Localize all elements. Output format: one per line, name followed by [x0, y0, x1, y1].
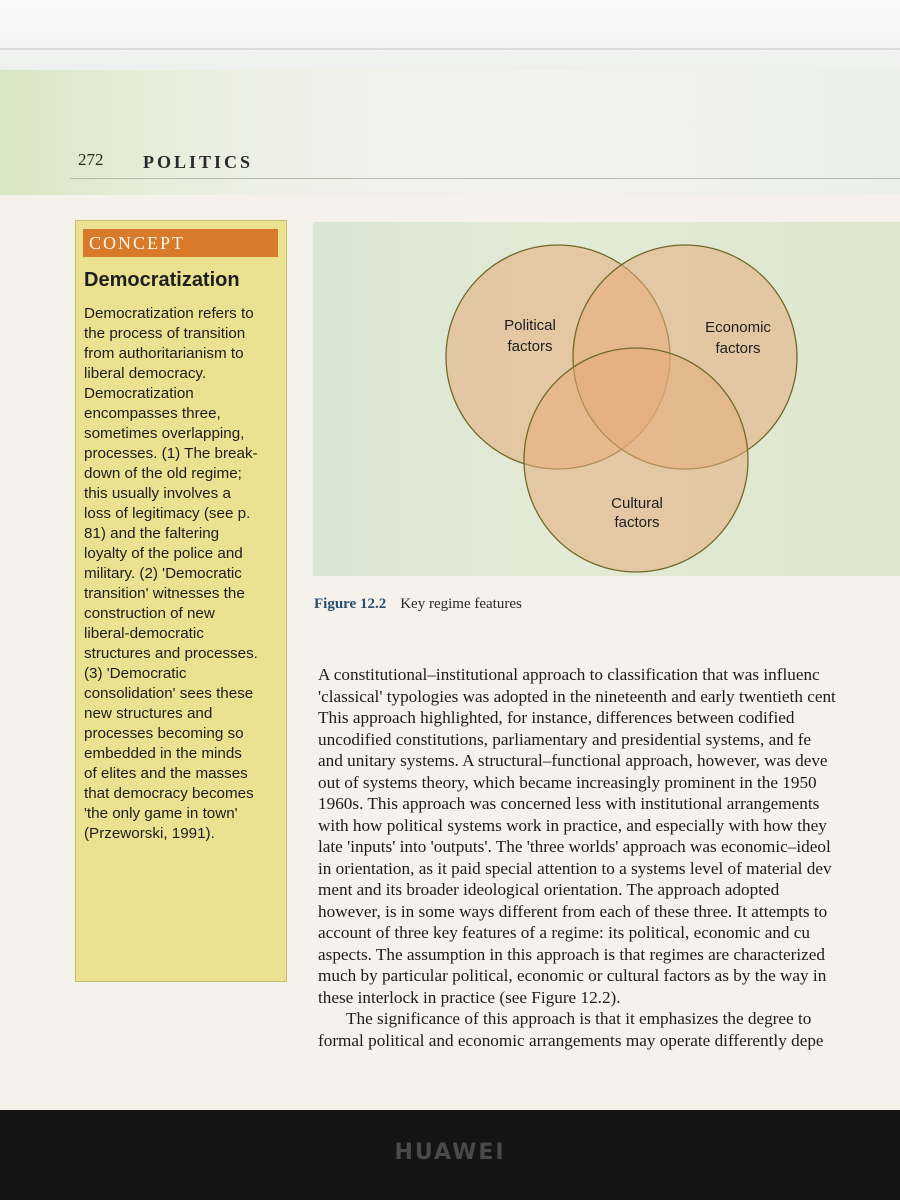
divider	[0, 48, 900, 50]
concept-body-line: liberal-democratic	[84, 625, 204, 642]
book-page	[0, 70, 900, 1110]
page-number: 272	[78, 150, 104, 169]
venn-diagram	[313, 222, 900, 576]
concept-body-line: processes. (1) The break-	[84, 445, 258, 462]
concept-body-line: this usually involves a	[84, 485, 231, 502]
concept-body-line: construction of new	[84, 605, 215, 622]
header-band	[0, 70, 900, 195]
venn-label-economic-line1: Economic	[705, 319, 771, 336]
concept-body-line: 81) and the faltering	[84, 525, 220, 542]
concept-body-line: (3) 'Democratic	[84, 665, 187, 682]
concept-body	[84, 304, 282, 844]
concept-body-line: new structures and	[84, 705, 213, 722]
body-text-line: aspects. The assumption in this approach is that regimes are characterized	[318, 944, 826, 964]
body-text-line: in orientation, as it paid special attention to a systems level of material dev	[318, 858, 832, 878]
venn-label-political-line1: Political	[504, 317, 556, 334]
body-text-line: much by particular political, economic or cultural factors as by the way in	[318, 966, 827, 985]
body-text-line: and unitary systems. A structural–functional approach, however, was deve	[318, 751, 828, 770]
body-text-line: formal political and economic arrangements may operate differently depe	[318, 1030, 824, 1050]
concept-body-line: the process of transition	[84, 325, 246, 342]
monitor-brand-logo: HUAWEI	[394, 1140, 506, 1165]
window-top-strip	[0, 0, 900, 71]
body-text	[318, 664, 900, 1051]
body-text-line: with how political systems work in practice, and especially with how they	[318, 815, 827, 835]
concept-body-line: consolidation' sees these	[84, 685, 254, 702]
body-text-line: uncodified constitutions, parliamentary and presidential systems, and fe	[318, 729, 812, 749]
concept-body-line: structures and processes.	[84, 645, 258, 662]
body-text-line: out of systems theory, which became increasingly prominent in the 1950	[318, 772, 817, 792]
venn-label-cultural-line2: factors	[614, 514, 660, 531]
concept-body-line: loss of legitimacy (see p.	[84, 505, 251, 522]
concept-body-line: (Przeworski, 1991).	[84, 825, 215, 842]
concept-body-line: transition' witnesses the	[84, 585, 245, 602]
concept-body-line: military. (2) 'Democratic	[84, 565, 242, 582]
concept-box	[75, 220, 287, 982]
header-rule	[70, 178, 900, 179]
concept-body-line: 'the only game in town'	[84, 805, 238, 822]
body-text-line: 'classical' typologies was adopted in the nineteenth and early twentieth cent	[318, 686, 836, 706]
concept-body-line: from authoritarianism to	[84, 345, 244, 362]
concept-body-line: processes becoming so	[84, 725, 244, 742]
venn-label-economic-line2: factors	[715, 340, 761, 357]
concept-body-line: liberal democracy.	[84, 365, 207, 382]
concept-body-line: encompasses three,	[84, 405, 221, 422]
body-text-line: these interlock in practice (see Figure 12.2).	[318, 987, 621, 1007]
concept-label: CONCEPT	[83, 229, 278, 257]
body-text-line: ment and its broader ideological orientation. The approach adopted	[318, 880, 780, 899]
venn-label-political-line2: factors	[507, 338, 553, 355]
figure-title: Key regime features	[400, 596, 522, 612]
venn-label-cultural-line1: Cultural	[611, 495, 663, 512]
concept-body-line: of elites and the masses	[84, 765, 248, 782]
body-text-line: account of three key features of a regime: its political, economic and cu	[318, 923, 811, 942]
body-text-line: however, is in some ways different from each of these three. It attempts to	[318, 901, 828, 921]
concept-body-line: embedded in the minds	[84, 745, 242, 762]
figure-number: Figure 12.2	[314, 596, 387, 612]
body-text-line: A constitutional–institutional approach to classification that was influenc	[318, 665, 820, 684]
concept-body-line: sometimes overlapping,	[84, 425, 245, 442]
concept-body-line: Democratization refers to	[84, 305, 254, 322]
body-text-line: This approach highlighted, for instance, differences between codified	[318, 708, 795, 727]
concept-body-line: down of the old regime;	[84, 465, 242, 482]
body-text-line: late 'inputs' into 'outputs'. The 'three worlds' approach was economic–ideol	[318, 837, 831, 856]
body-text-line: The significance of this approach is that it emphasizes the degree to	[346, 1009, 812, 1028]
concept-body-line: that democracy becomes	[84, 785, 254, 802]
concept-body-line: Democratization	[84, 385, 194, 402]
concept-body-line: loyalty of the police and	[84, 545, 243, 562]
concept-title: Democratization	[84, 269, 240, 291]
running-head: POLITICS	[143, 152, 254, 172]
body-text-line: 1960s. This approach was concerned less with institutional arrangements	[318, 794, 820, 813]
venn-circle-cultural	[524, 348, 748, 572]
figure-caption	[314, 596, 522, 613]
